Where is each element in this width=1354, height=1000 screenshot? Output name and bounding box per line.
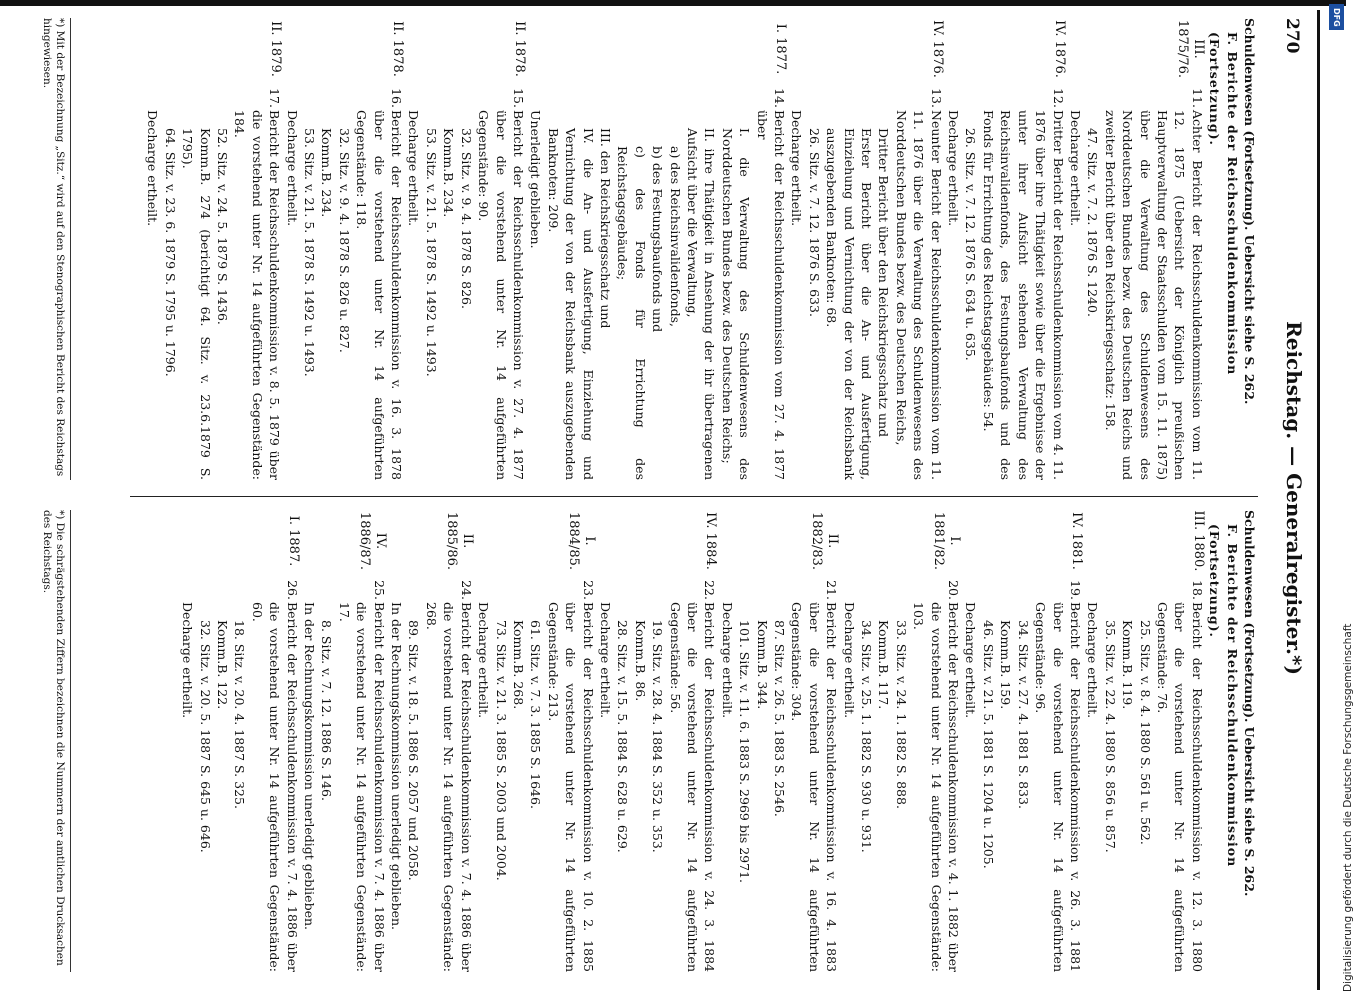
register-entry xyxy=(527,18,788,480)
entry-number: 19. xyxy=(1067,580,1083,600)
entry-line: I. die Verwaltung des Schuldenwesens des Norddeutschen Bundes bezw. des Deutschen Reichs; xyxy=(719,128,753,480)
entry-line: Komm.B. 274 (berichtigt 64. Sitz. v. 23.6.1879 S. 1795). xyxy=(180,128,213,480)
register-entry xyxy=(840,510,962,972)
session-label: II. 1878. xyxy=(511,21,527,77)
entry-line: 26. Sitz. v. 7. 12. 1876 S. 633. xyxy=(806,128,822,317)
register-entry xyxy=(962,510,1084,972)
entry-number: 17. xyxy=(267,88,283,108)
entry-number: 21. xyxy=(824,580,840,600)
session-label: IV. 1881. xyxy=(1068,512,1084,570)
left-entries xyxy=(144,18,1206,480)
entry-number: 12. xyxy=(1050,88,1066,108)
right-heading: Schuldenwesen (Fortsetzung). Uebersicht siehe S. 262. xyxy=(1242,510,1257,897)
entry-line: In der Rechnungskommission unerledigt geblieben. xyxy=(302,602,318,931)
entry-line: Unerledigt geblieben. xyxy=(528,110,544,249)
entry-line: 87. Sitz. v. 26. 5. 1883 S. 2546. xyxy=(772,620,788,817)
register-entry xyxy=(475,510,597,972)
entry-line: Decharge ertheilt. xyxy=(1067,110,1083,227)
entry-line: Komm.B. 344. xyxy=(754,620,770,710)
left-heading: Schuldenwesen (Fortsetzung). Uebersicht siehe S. 262. xyxy=(1242,18,1257,405)
session-label: III. 1880. xyxy=(1190,510,1206,572)
register-entry xyxy=(1067,18,1206,480)
entry-line: In der Rechnungskommission unerledigt geblieben. xyxy=(389,602,405,931)
entry-line: 34. Sitz. v. 27. 4. 1881 S. 833. xyxy=(1015,620,1031,809)
entry-line: Bericht der Reichsschuldenkommission v. 7. 4. 1886 über die vorstehend unter Nr. 14 aufgeführten Gegenstände: 268. xyxy=(423,602,474,972)
entry-line: 46. Sitz. v. 21. 5. 1881 S. 1204 u. 1205. xyxy=(980,620,996,869)
register-entry xyxy=(788,18,945,480)
entry-line: Decharge ertheilt. xyxy=(284,110,300,227)
page-header xyxy=(1268,18,1312,978)
entry-line: Bericht der Reichsschuldenkommission v. 16. 3. 1878 über die vorstehend unter Nr. 14 aufgeführten Gegenstände: 118. xyxy=(354,110,405,480)
entry-line: 8. Sitz. v. 7. 12. 1886 S. 146. xyxy=(319,620,335,801)
top-rule xyxy=(1317,10,1320,990)
entry-line: Decharge ertheilt. xyxy=(963,602,979,719)
entry-line: II. ihre Thätigkeit in Ansehung der ihr übertragenen Aufsicht über die Verwaltung, xyxy=(685,128,718,480)
entry-line: Decharge ertheilt. xyxy=(476,602,492,719)
session-label: IV. 1886/87. xyxy=(356,511,388,571)
entry-line: Decharge ertheilt. xyxy=(180,602,196,719)
entry-line: 34. Sitz. v. 25. 1. 1882 S. 930 u. 931. xyxy=(859,620,875,853)
entry-line: Achter Bericht der Reichsschuldenkommission vom 11. 12. 1875 (Uebersicht der Königlich preußischen Hauptverwaltung der Staatsschulden vom 15. 11. 1875) über die Verwaltung des Schuldenwesens des Norddeutschen Bundes bezw. des Deutschen Reichs und zweiter Bericht über den Reichskriegsschatz: 158. xyxy=(1102,110,1205,480)
entry-line: Komm.B. 117. xyxy=(876,620,892,710)
entry-number: 23. xyxy=(580,580,596,600)
entry-number: 26. xyxy=(284,580,300,600)
entry-line: IV. die An- und Ausfertigung, Einziehung und Vernichtung der von der Reichsbank auszugebenden Banknoten: 209. xyxy=(545,128,596,480)
register-entry xyxy=(283,18,405,480)
session-label: IV. 1884. xyxy=(703,512,719,570)
session-label: I. 1877. xyxy=(773,23,789,75)
entry-line: 28. Sitz. v. 15. 5. 1884 S. 628 u. 629. xyxy=(615,620,631,853)
entry-line: 32. Sitz. v. 9. 4. 1878 S. 826 u. 827. xyxy=(336,128,352,353)
entry-line: Bericht der Reichsschuldenkommission v. 27. 4. 1877 über die vorstehend unter Nr. 14 aufgeführten Gegenstände: 90. xyxy=(476,110,526,480)
entry-line: Decharge ertheilt. xyxy=(789,110,805,227)
entry-line: b) des Festungsbaufonds und xyxy=(650,146,666,333)
entry-line: 25. Sitz. v. 8. 4. 1880 S. 561 u. 562. xyxy=(1137,620,1153,845)
entry-line: 53. Sitz. v. 21. 5. 1878 S. 1492 u. 1493. xyxy=(302,128,318,377)
entry-line: Komm.B. 122. xyxy=(215,620,231,710)
page-number: 270 xyxy=(1282,18,1302,54)
right-entries xyxy=(179,510,1206,972)
entry-number: 22. xyxy=(702,580,718,600)
entry-line: Decharge ertheilt. xyxy=(597,602,613,719)
entry-line: Neunter Bericht der Reichsschuldenkommission vom 11. 11. 1876 über die Verwaltung des Schuldenwesens des Norddeutschen Bundes bezw. des Deutschen Reichs, xyxy=(893,110,944,480)
entry-number: 24. xyxy=(458,580,474,600)
entry-line: Bericht der Reichsschuldenkommission v. 7. 4. 1886 über die vorstehend unter Nr. 14 aufgeführten Gegenstände: 60. xyxy=(249,602,300,972)
session-label: III. 1875/76. xyxy=(1174,19,1206,79)
entry-line: Komm.B. 268. xyxy=(510,620,526,710)
entry-number: 18. xyxy=(1189,580,1205,600)
entry-line: Decharge ertheilt. xyxy=(406,110,422,227)
entry-line: Bericht der Reichsschuldenkommission vom 27. 4. 1877 über xyxy=(754,110,788,480)
session-label: I. 1881/82. xyxy=(931,511,963,571)
entry-line: Bericht der Reichsschuldenkommission v. 26. 3. 1881 über die vorstehend unter Nr. 14 aufgeführten Gegenstände: 96. xyxy=(1033,602,1083,972)
entry-line: Bericht der Reichsschuldenkommission v. 12. 3. 1880 über die vorstehend unter Nr. 14 aufgeführten Gegenstände: 76. xyxy=(1154,602,1205,972)
entry-line: Komm.B. 234. xyxy=(441,128,457,218)
right-footnote: *) Die schrägstehenden Ziffern bezeichnen die Nummern der amtlichen Drucksachen des Reichstags. xyxy=(40,510,71,972)
entry-line: Decharge ertheilt. xyxy=(1085,602,1101,719)
entry-line: 19. Sitz. v. 28. 4. 1884 S. 352 u. 353. xyxy=(650,620,666,853)
entry-line: Komm.B. 119. xyxy=(1120,620,1136,710)
entry-line: Decharge ertheilt. xyxy=(841,602,857,719)
register-entry xyxy=(718,510,840,972)
entry-number: 14. xyxy=(772,88,788,108)
column-divider xyxy=(130,496,1258,497)
entry-number: 13. xyxy=(928,88,944,108)
left-column xyxy=(40,18,1258,480)
left-subheading: F. Berichte der Reichsschuldenkommission (Fortsetzung). xyxy=(1207,32,1240,376)
session-label: II. 1882/83. xyxy=(809,511,841,571)
register-entry xyxy=(597,510,719,972)
entry-line: 101. Sitz. v. 11. 6. 1883 S. 2969 bis 2971. xyxy=(737,620,753,884)
entry-line: Bericht der Reichsschuldenkommission v. 7. 4. 1886 über die vorstehend unter Nr. 14 aufgeführten Gegenstände: 17. xyxy=(336,602,387,972)
entry-number: 20. xyxy=(946,580,962,600)
session-label: II. 1879. xyxy=(268,21,284,77)
entry-line: Bericht der Reichsschuldenkommission v. 16. 4. 1883 über die vorstehend unter Nr. 14 aufgeführten Gegenstände: 304. xyxy=(789,602,840,972)
entry-line: 53. Sitz. v. 21. 5. 1878 S. 1492 u. 1493. xyxy=(423,128,439,377)
entry-line: Bericht der Reichsschuldenkommission v. 10. 2. 1885 über die vorstehend unter Nr. 14 aufgeführten Gegenstände: 213. xyxy=(545,602,596,972)
entry-number: 25. xyxy=(371,580,387,600)
entry-line: 18. Sitz. v. 20. 4. 1887 S. 325. xyxy=(232,620,248,809)
entry-line: Decharge ertheilt. xyxy=(145,110,161,227)
entry-line: 52. Sitz. v. 24. 5. 1879 S. 1436. xyxy=(215,128,231,325)
session-label: IV. 1876. xyxy=(1051,20,1067,78)
funding-note: Digitalisierung gefördert durch die Deutsche Forschungsgemeinschaft xyxy=(1342,623,1354,992)
entry-line: 61. Sitz. v. 7. 3. 1885 S. 1646. xyxy=(528,620,544,809)
entry-line: Decharge ertheilt. xyxy=(946,110,962,227)
register-entry xyxy=(1084,510,1206,972)
rotated-page xyxy=(10,10,1320,990)
entry-number: 11. xyxy=(1189,88,1205,108)
left-footnote: *) Mit der Bezeichnung „Sitz.“ wird auf den Stenographischen Bericht des Reichstags hingewiesen. xyxy=(40,18,71,480)
entry-line: Decharge ertheilt. xyxy=(719,602,735,719)
entry-line: Komm.B. 159. xyxy=(998,620,1014,710)
register-entry xyxy=(144,18,283,480)
session-label: II. 1885/86. xyxy=(443,511,475,571)
entry-line: Bericht der Reichsschuldenkommission v. 8. 5. 1879 über die vorstehend unter Nr. 14 aufgeführten Gegenstände: 184. xyxy=(232,110,283,480)
session-label: II. 1878. xyxy=(390,21,406,77)
scan-edge-bar xyxy=(0,0,1346,6)
right-subheading: F. Berichte der Reichsschuldenkommission (Fortsetzung). xyxy=(1207,524,1240,868)
right-column xyxy=(40,510,1258,972)
entry-number: 15. xyxy=(510,88,526,108)
entry-line: 35. Sitz. v. 22. 4. 1880 S. 856 u. 857. xyxy=(1102,620,1118,853)
register-entry xyxy=(301,510,388,972)
register-entry xyxy=(388,510,475,972)
entry-line: 32. Sitz. v. 20. 5. 1887 S. 645 u. 646. xyxy=(197,620,213,853)
entry-line: a) des Reichsinvalidenfonds, xyxy=(667,146,683,327)
register-entry xyxy=(405,18,527,480)
entry-line: 26. Sitz. v. 7. 12. 1876 S. 634 u. 635. xyxy=(963,128,979,361)
entry-line: 32. Sitz. v. 9. 4. 1878 S. 826. xyxy=(458,128,474,309)
entry-line: 89. Sitz. v. 18. 5. 1886 S. 2057 und 2058. xyxy=(406,620,422,881)
entry-line: 47. Sitz. v. 7. 2. 1876 S. 1240. xyxy=(1085,128,1101,317)
entry-line: Dritter Bericht über den Reichskriegsschatz und xyxy=(876,128,892,438)
entry-line: 33. Sitz. v. 24. 1. 1882 S. 888. xyxy=(893,620,909,809)
entry-line: c) des Fonds für Errichtung des Reichstagsgebäudes; xyxy=(615,146,648,480)
session-label: I. 1887. xyxy=(285,515,301,567)
session-label: I. 1884/85. xyxy=(565,511,597,571)
entry-line: Bericht der Reichsschuldenkommission v. 24. 3. 1884 über die vorstehend unter Nr. 14 aufgeführten Gegenstände: 56. xyxy=(667,602,718,972)
entry-line: Komm.B. 86. xyxy=(632,620,648,702)
entry-number: 16. xyxy=(389,88,405,108)
register-entry xyxy=(179,510,301,972)
side-note xyxy=(1326,0,1354,1000)
entry-line: III. den Reichskriegsschatz und xyxy=(597,128,613,329)
entry-line: 64. Sitz. v. 23. 6. 1879 S. 1795 u. 1796. xyxy=(162,128,178,377)
entry-line: Komm.B. 234. xyxy=(319,128,335,218)
register-entry xyxy=(945,18,1067,480)
entry-line: 73. Sitz. v. 21. 3. 1885 S. 2003 und 2004. xyxy=(493,620,509,881)
entry-line: Dritter Bericht der Reichsschuldenkommission vom 4. 11. 1876 über ihre Thätigkeit sowie über die Ergebnisse der unter ihrer Aufsicht stehenden Verwaltung des Reichsinvalidenfonds, des Festungsbaufonds und des Fonds für Errichtung des Reichstagsgebäudes: 54. xyxy=(980,110,1066,480)
dfg-logo: DFG xyxy=(1329,4,1344,30)
entry-line: Bericht der Reichsschuldenkommission v. 4. 1. 1882 über die vorstehend unter Nr. 14 aufgeführten Gegenstände: 103. xyxy=(911,602,962,972)
running-head: Reichstag. — Generalregister.*) xyxy=(1282,321,1306,675)
entry-line: Erster Bericht über die An- und Ausfertigung, Einziehung und Vernichtung der von der Reichsbank auszugebenden Banknoten: 68. xyxy=(824,128,875,480)
session-label: IV. 1876. xyxy=(929,20,945,78)
